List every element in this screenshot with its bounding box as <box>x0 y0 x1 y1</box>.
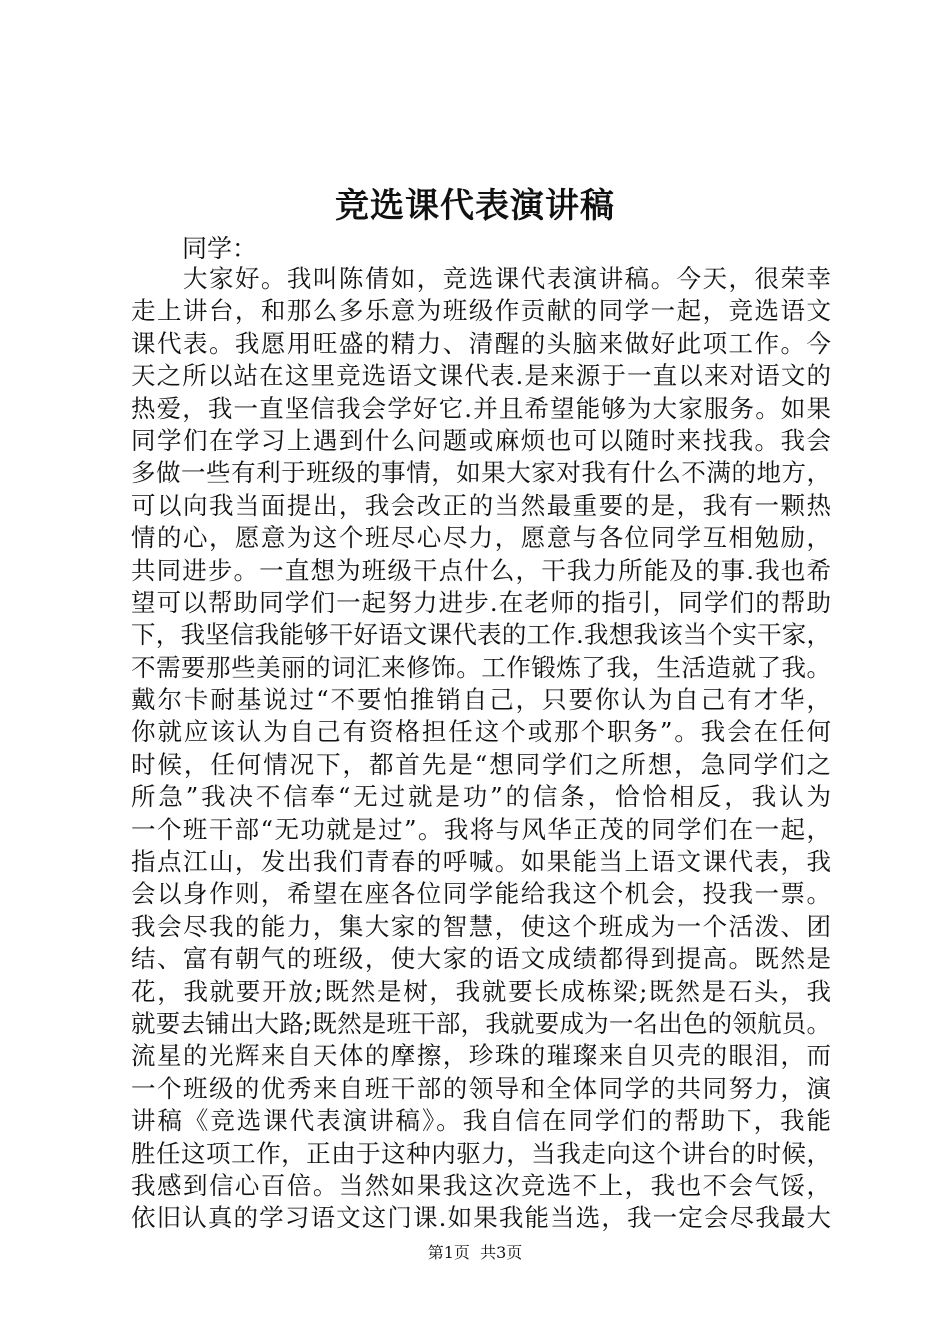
salutation: 同学： <box>182 234 258 263</box>
body-line: 一个班级的优秀来自班干部的领导和全体同学的共同努力，演 <box>131 1073 831 1103</box>
body-line: 我感到信心百倍。当然如果我这次竞选不上，我也不会气馁， <box>131 1170 831 1200</box>
body-line: 一个班干部“无功就是过”。我将与风华正茂的同学们在一起， <box>131 814 831 844</box>
body-line: 情的心，愿意为这个班尽心尽力，愿意与各位同学互相勉励， <box>131 523 831 553</box>
body-line: 所急”我决不信奉“无过就是功”的信条，恰恰相反，我认为 <box>131 782 831 812</box>
body-line: 结、富有朝气的班级，使大家的语文成绩都得到提高。既然是 <box>131 944 831 974</box>
body-line: 你就应该认为自己有资格担任这个或那个职务”。我会在任何 <box>131 717 831 747</box>
body-line: 下，我坚信我能够干好语文课代表的工作.我想我该当个实干家， <box>131 620 831 650</box>
page-footer: 第1页 共3页 <box>427 1243 523 1262</box>
body-line: 讲稿《竞选课代表演讲稿》。我自信在同学们的帮助下，我能 <box>131 1106 831 1136</box>
body-line: 我会尽我的能力，集大家的智慧，使这个班成为一个活泼、团 <box>131 911 831 941</box>
body-line: 可以向我当面提出，我会改正的当然最重要的是，我有一颗热 <box>131 490 831 520</box>
body-line: 不需要那些美丽的词汇来修饰。工作锻炼了我，生活造就了我。 <box>131 652 831 682</box>
body-line: 胜任这项工作，正由于这种内驱力，当我走向这个讲台的时候， <box>131 1138 831 1168</box>
body-line: 课代表。我愿用旺盛的精力、清醒的头脑来做好此项工作。今 <box>131 328 831 358</box>
body-line: 流星的光辉来自天体的摩擦，珍珠的璀璨来自贝壳的眼泪，而 <box>131 1041 831 1071</box>
body-line: 戴尔卡耐基说过“不要怕推销自己，只要你认为自己有才华， <box>131 685 831 715</box>
body-line: 指点江山，发出我们青春的呼喊。如果能当上语文课代表，我 <box>131 847 831 877</box>
body-line: 走上讲台，和那么多乐意为班级作贡献的同学一起，竞选语文 <box>131 296 831 326</box>
body-line: 大家好。我叫陈倩如，竞选课代表演讲稿。今天，很荣幸 <box>183 264 831 293</box>
body-line: 就要去铺出大路;既然是班干部，我就要成为一名出色的领航员。 <box>131 1008 831 1038</box>
document-title: 竞选课代表演讲稿 <box>335 186 615 226</box>
body-line: 同学们在学习上遇到什么问题或麻烦也可以随时来找我。我会 <box>131 425 831 455</box>
body-line: 花，我就要开放;既然是树，我就要长成栋梁;既然是石头，我 <box>131 976 831 1006</box>
body-line: 共同进步。一直想为班级干点什么，干我力所能及的事.我也希 <box>131 555 831 585</box>
body-line: 多做一些有利于班级的事情，如果大家对我有什么不满的地方， <box>131 458 831 488</box>
body-line: 会以身作则，希望在座各位同学能给我这个机会，投我一票。 <box>131 879 831 909</box>
body-line: 依旧认真的学习语文这门课.如果我能当选，我一定会尽我最大 <box>131 1203 831 1233</box>
body-line: 热爱，我一直坚信我会学好它.并且希望能够为大家服务。如果 <box>131 393 831 423</box>
body-line: 天之所以站在这里竞选语文课代表.是来源于一直以来对语文的 <box>131 361 831 391</box>
body-line: 时候，任何情况下，都首先是“想同学们之所想，急同学们之 <box>131 749 831 779</box>
body-text <box>131 263 831 1235</box>
body-line: 望可以帮助同学们一起努力进步.在老师的指引，同学们的帮助 <box>131 587 831 617</box>
